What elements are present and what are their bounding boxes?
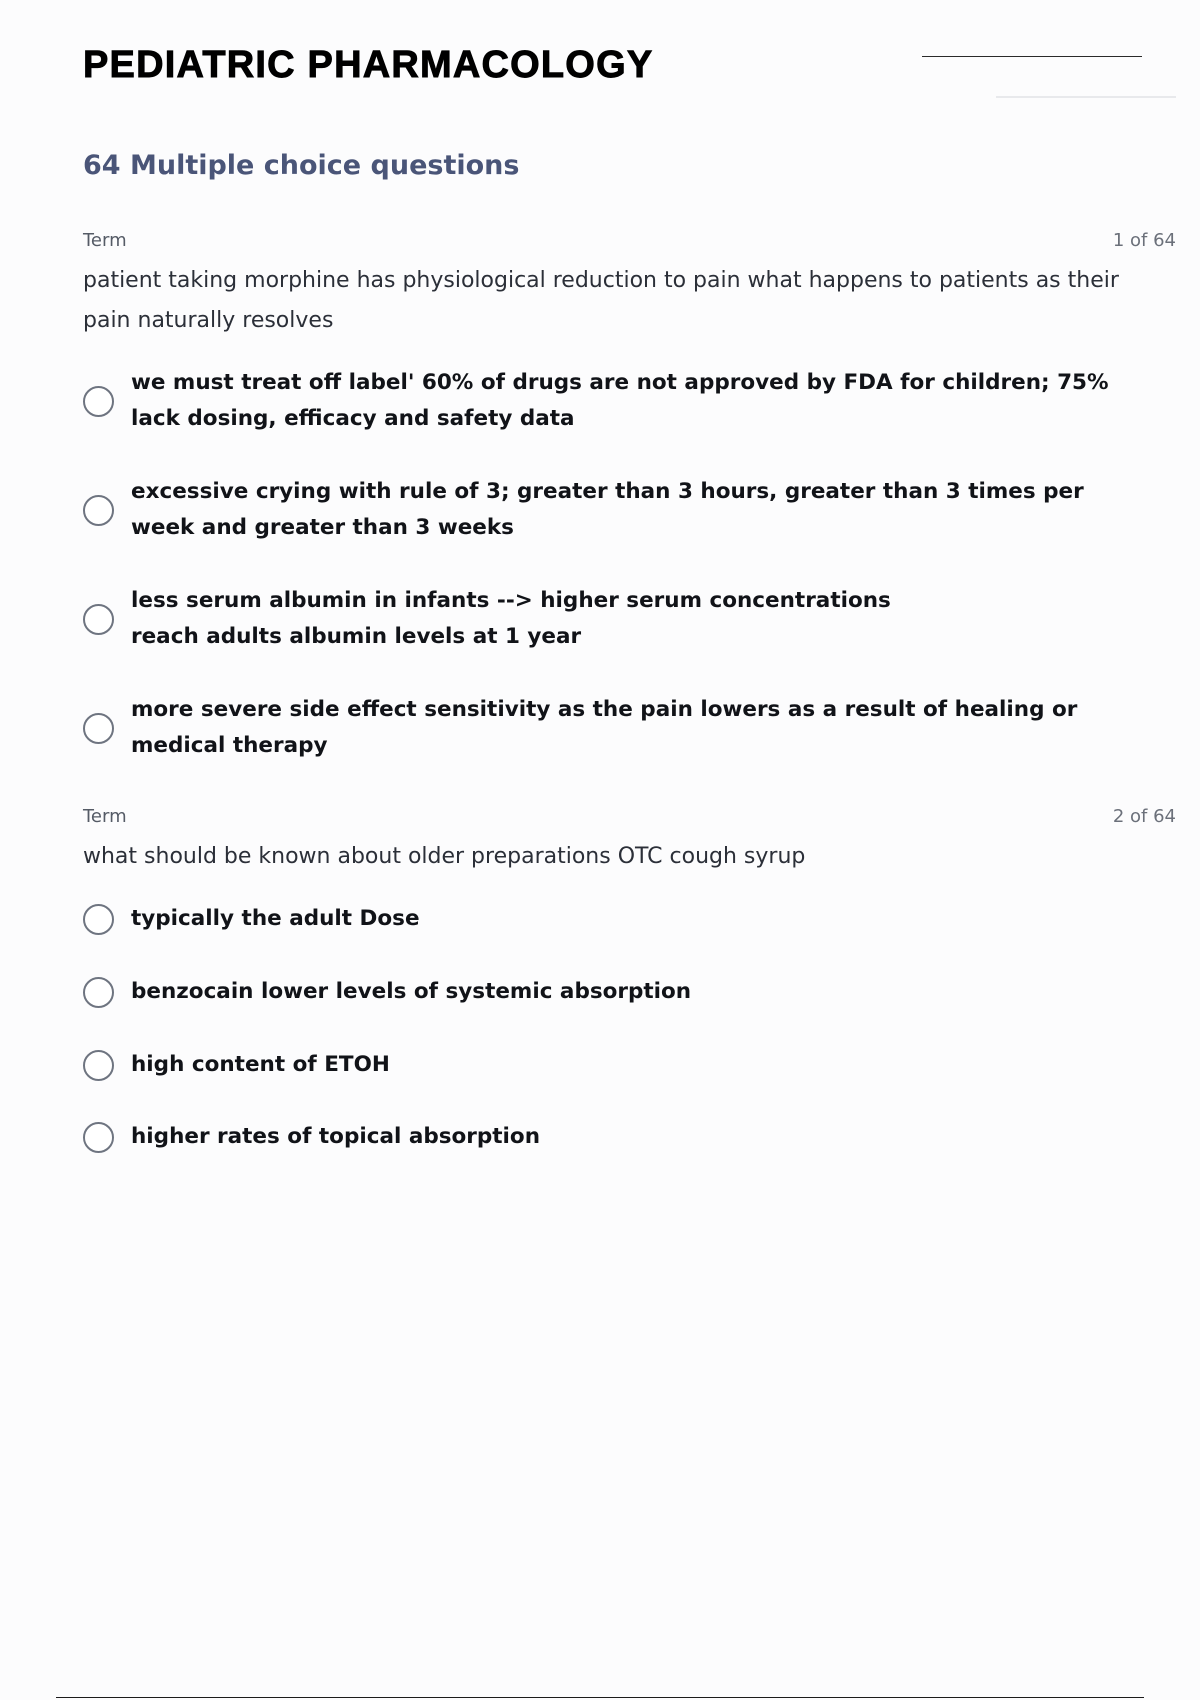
option-label: more severe side effect sensitivity as the pain lowers as a result of healing or medical therapy: [131, 697, 1078, 758]
footer-rule: [56, 1697, 1144, 1698]
question-2-meta: [83, 806, 1176, 827]
question-1-option-1[interactable]: [83, 365, 1143, 437]
option-label: we must treat off label' 60% of drugs are not approved by FDA for children; 75% lack dosing, efficacy and safety data: [131, 370, 1109, 431]
question-1-meta: [83, 230, 1176, 251]
question-2-option-2[interactable]: [83, 974, 1143, 1010]
radio-button-icon[interactable]: [83, 386, 114, 417]
option-label: excessive crying with rule of 3; greater than 3 hours, greater than 3 times per week and greater than 3 weeks: [131, 479, 1084, 540]
question-2-counter: 2 of 64: [1112, 806, 1176, 827]
radio-button-icon[interactable]: [83, 495, 114, 526]
question-1-option-4[interactable]: [83, 692, 1143, 764]
question-1-term-label: Term: [83, 230, 127, 251]
option-label: benzocain lower levels of systemic absorption: [131, 979, 692, 1004]
radio-button-icon[interactable]: [83, 904, 114, 935]
radio-button-icon[interactable]: [83, 977, 114, 1008]
question-2-option-4[interactable]: [83, 1119, 1143, 1155]
option-label: high content of ETOH: [131, 1052, 390, 1077]
option-label: less serum albumin in infants --> higher serum concentrations reach adults albumin levels at 1 year: [131, 588, 891, 649]
radio-button-icon[interactable]: [83, 1122, 114, 1153]
radio-button-icon[interactable]: [83, 713, 114, 744]
question-2-text: what should be known about older preparations OTC cough syrup: [83, 844, 806, 869]
question-2-option-3[interactable]: [83, 1047, 1143, 1083]
question-1-text: patient taking morphine has physiological reduction to pain what happens to patients as their pain naturally resolves: [83, 268, 1119, 333]
option-label: higher rates of topical absorption: [131, 1124, 541, 1149]
question-1-option-3[interactable]: [83, 583, 1143, 655]
question-1-counter: 1 of 64: [1112, 230, 1176, 251]
header-rule-faint: [996, 96, 1176, 98]
header-rule: [922, 56, 1142, 57]
radio-button-icon[interactable]: [83, 604, 114, 635]
radio-button-icon[interactable]: [83, 1050, 114, 1081]
question-2-option-1[interactable]: [83, 901, 1143, 937]
section-heading: 64 Multiple choice questions: [83, 150, 520, 181]
question-1-option-2[interactable]: [83, 474, 1143, 546]
option-label: typically the adult Dose: [131, 906, 420, 931]
question-2-term-label: Term: [83, 806, 127, 827]
document-title: PEDIATRIC PHARMACOLOGY: [83, 44, 654, 86]
